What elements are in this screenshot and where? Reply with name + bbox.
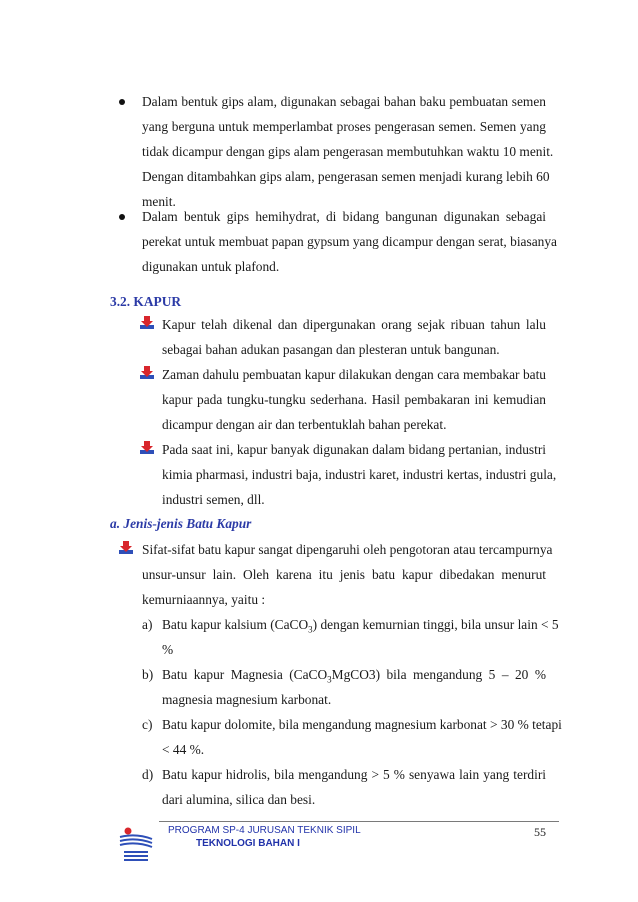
subscript: 3 (327, 674, 332, 685)
list-marker: d) (142, 767, 154, 782)
arrow-down-icon (140, 366, 154, 380)
list-marker: a) (142, 617, 153, 632)
list-item-line: < 44 %. (162, 742, 205, 757)
section-heading: 3.2. KAPUR (110, 294, 182, 309)
list-text: Batu kapur Magnesia (CaCO (162, 667, 328, 682)
subscript: 3 (308, 624, 313, 635)
list-marker: b) (142, 667, 154, 682)
institution-logo-icon (118, 825, 154, 865)
footer-course: TEKNOLOGI BAHAN I (196, 838, 300, 849)
paragraph-line: perekat untuk membuat papan gypsum yang dicampur dengan serat, biasanya (142, 234, 557, 249)
footer-divider (159, 821, 559, 822)
list-marker: c) (142, 717, 153, 732)
list-item-line: Batu kapur hidrolis, bila mengandung > 5 % senyawa lain yang terdiri (162, 767, 546, 782)
list-text: ) dengan kemurnian tinggi, bila unsur lain < 5 (312, 617, 559, 632)
list-item-line (162, 666, 546, 689)
bullet-icon (119, 99, 125, 105)
arrow-down-icon (140, 441, 154, 455)
paragraph-line: Sifat-sifat batu kapur sangat dipengaruhi oleh pengotoran atau tercampurnya (142, 542, 553, 557)
list-item-line (162, 616, 559, 639)
list-item-line: dari alumina, silica dan besi. (162, 792, 316, 807)
paragraph-line: Dalam bentuk gips alam, digunakan sebagai bahan baku pembuatan semen (142, 94, 546, 109)
list-item-line: magnesia magnesium karbonat. (162, 692, 332, 707)
paragraph-line: Pada saat ini, kapur banyak digunakan dalam bidang pertanian, industri (162, 442, 546, 457)
paragraph-line: dicampur dengan air dan terbentuklah bahan perekat. (162, 417, 447, 432)
paragraph-line: kemurniaannya, yaitu : (142, 592, 266, 607)
paragraph-line: kapur pada tungku-tungku sederhana. Hasil pembakaran ini kemudian (162, 392, 546, 407)
paragraph-line: sebagai bahan adukan pasangan dan plesteran untuk bangunan. (162, 342, 500, 357)
subsection-heading: a. Jenis-jenis Batu Kapur (110, 516, 252, 531)
paragraph-line: kimia pharmasi, industri baja, industri karet, industri kertas, industri gula, (162, 467, 557, 482)
paragraph-line: yang berguna untuk memperlambat proses pengerasan semen. Semen yang (142, 119, 546, 134)
footer-program: PROGRAM SP-4 JURUSAN TEKNIK SIPIL (168, 825, 361, 836)
paragraph-line: unsur-unsur lain. Oleh karena itu jenis batu kapur dibedakan menurut (142, 567, 546, 582)
paragraph-line: Dalam bentuk gips hemihydrat, di bidang bangunan digunakan sebagai (142, 209, 546, 224)
paragraph-line: digunakan untuk plafond. (142, 259, 280, 274)
list-item-line: % (162, 642, 174, 657)
list-text: Batu kapur kalsium (CaCO (162, 617, 309, 632)
paragraph-line: Kapur telah dikenal dan dipergunakan orang sejak ribuan tahun lalu (162, 317, 546, 332)
paragraph-line: tidak dicampur dengan gips alam pengerasan membutuhkan waktu 10 menit. (142, 144, 554, 159)
arrow-down-icon (140, 316, 154, 330)
page-number: 55 (534, 825, 546, 839)
paragraph-line: Dengan ditambahkan gips alam, pengerasan semen menjadi kurang lebih 60 (142, 169, 550, 184)
paragraph-line: menit. (142, 194, 176, 209)
paragraph-line: Zaman dahulu pembuatan kapur dilakukan dengan cara membakar batu (162, 367, 546, 382)
arrow-down-icon (119, 541, 133, 555)
list-item-line: Batu kapur dolomite, bila mengandung magnesium karbonat > 30 % tetapi (162, 717, 562, 732)
bullet-icon (119, 214, 125, 220)
list-text: MgCO3) bila mengandung 5 – 20 % (331, 667, 546, 682)
paragraph-line: industri semen, dll. (162, 492, 265, 507)
